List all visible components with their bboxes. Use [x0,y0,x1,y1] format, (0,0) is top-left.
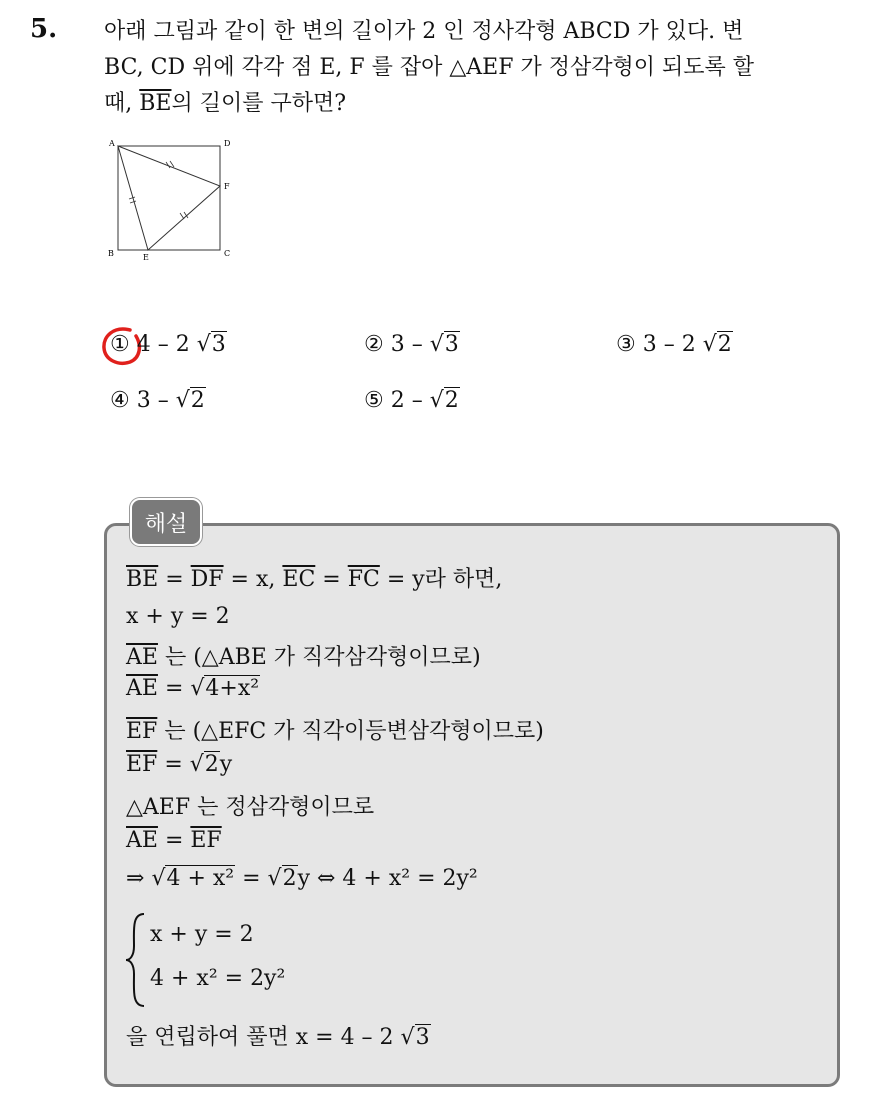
label-d: D [224,139,231,148]
choice-1[interactable]: ① 4 – 2 √3 [110,332,226,357]
solution-line-3: $\overline{AE}$ 는 (△ABE 가 직각삼각형이므로) [126,645,481,670]
solution-answer-line: 을 연립하여 풀면 x = 4 – 2 √3 [126,1025,430,1050]
question-line-1: 아래 그림과 같이 한 변의 길이가 2 인 정사각형 ABCD 가 있다. 변 [104,19,744,44]
square-figure [100,134,240,264]
solution-line-8: $\overline{AE} = \overline{EF}$ [126,828,222,853]
question-number: 5. [30,14,58,44]
solution-line-5: $\overline{EF}$ 는 (△EFC 가 직각이등변삼각형이므로) [126,719,544,744]
label-a: A [109,139,115,148]
solution-line-9: ⇒ √4 + x² = √2y ⇔ 4 + x² = 2y² [126,866,478,891]
solution-line-6: $\overline{EF} = √2y$ [126,752,233,777]
question-line-3: 때, $\overline{BE}$의 길이를 구하면? [104,91,347,116]
choice-2[interactable]: ② 3 – √3 [364,332,459,357]
system-eq-1: x + y = 2 [150,922,254,947]
label-f: F [224,182,230,191]
solution-line-2: x + y = 2 [126,604,230,629]
choice-5[interactable]: ⑤ 2 – √2 [364,388,459,413]
solution-line-4: $\overline{AE} = √4+x^2$ [126,676,260,701]
system-eq-2: 4 + x² = 2y² [150,966,286,991]
label-e: E [143,253,149,262]
system-brace [124,912,150,1008]
question-line-2: BC, CD 위에 각각 점 E, F 를 잡아 △AEF 가 정삼각형이 되도록 할 [104,55,754,80]
solution-tag: 해설 [130,498,202,546]
label-c: C [224,249,231,258]
choice-4[interactable]: ④ 3 – √2 [110,388,205,413]
choice-3[interactable]: ③ 3 – 2 √2 [616,332,732,357]
solution-line-1: $\overline{BE} = \overline{DF} = x$, $\overline{EC} = \overline{FC} = y$라 하면, [126,567,503,592]
question-text [104,14,864,122]
segment-be: $\overline{BE}$ [139,91,172,116]
label-b: B [108,249,114,258]
solution-line-7: △AEF 는 정삼각형이므로 [126,795,375,820]
